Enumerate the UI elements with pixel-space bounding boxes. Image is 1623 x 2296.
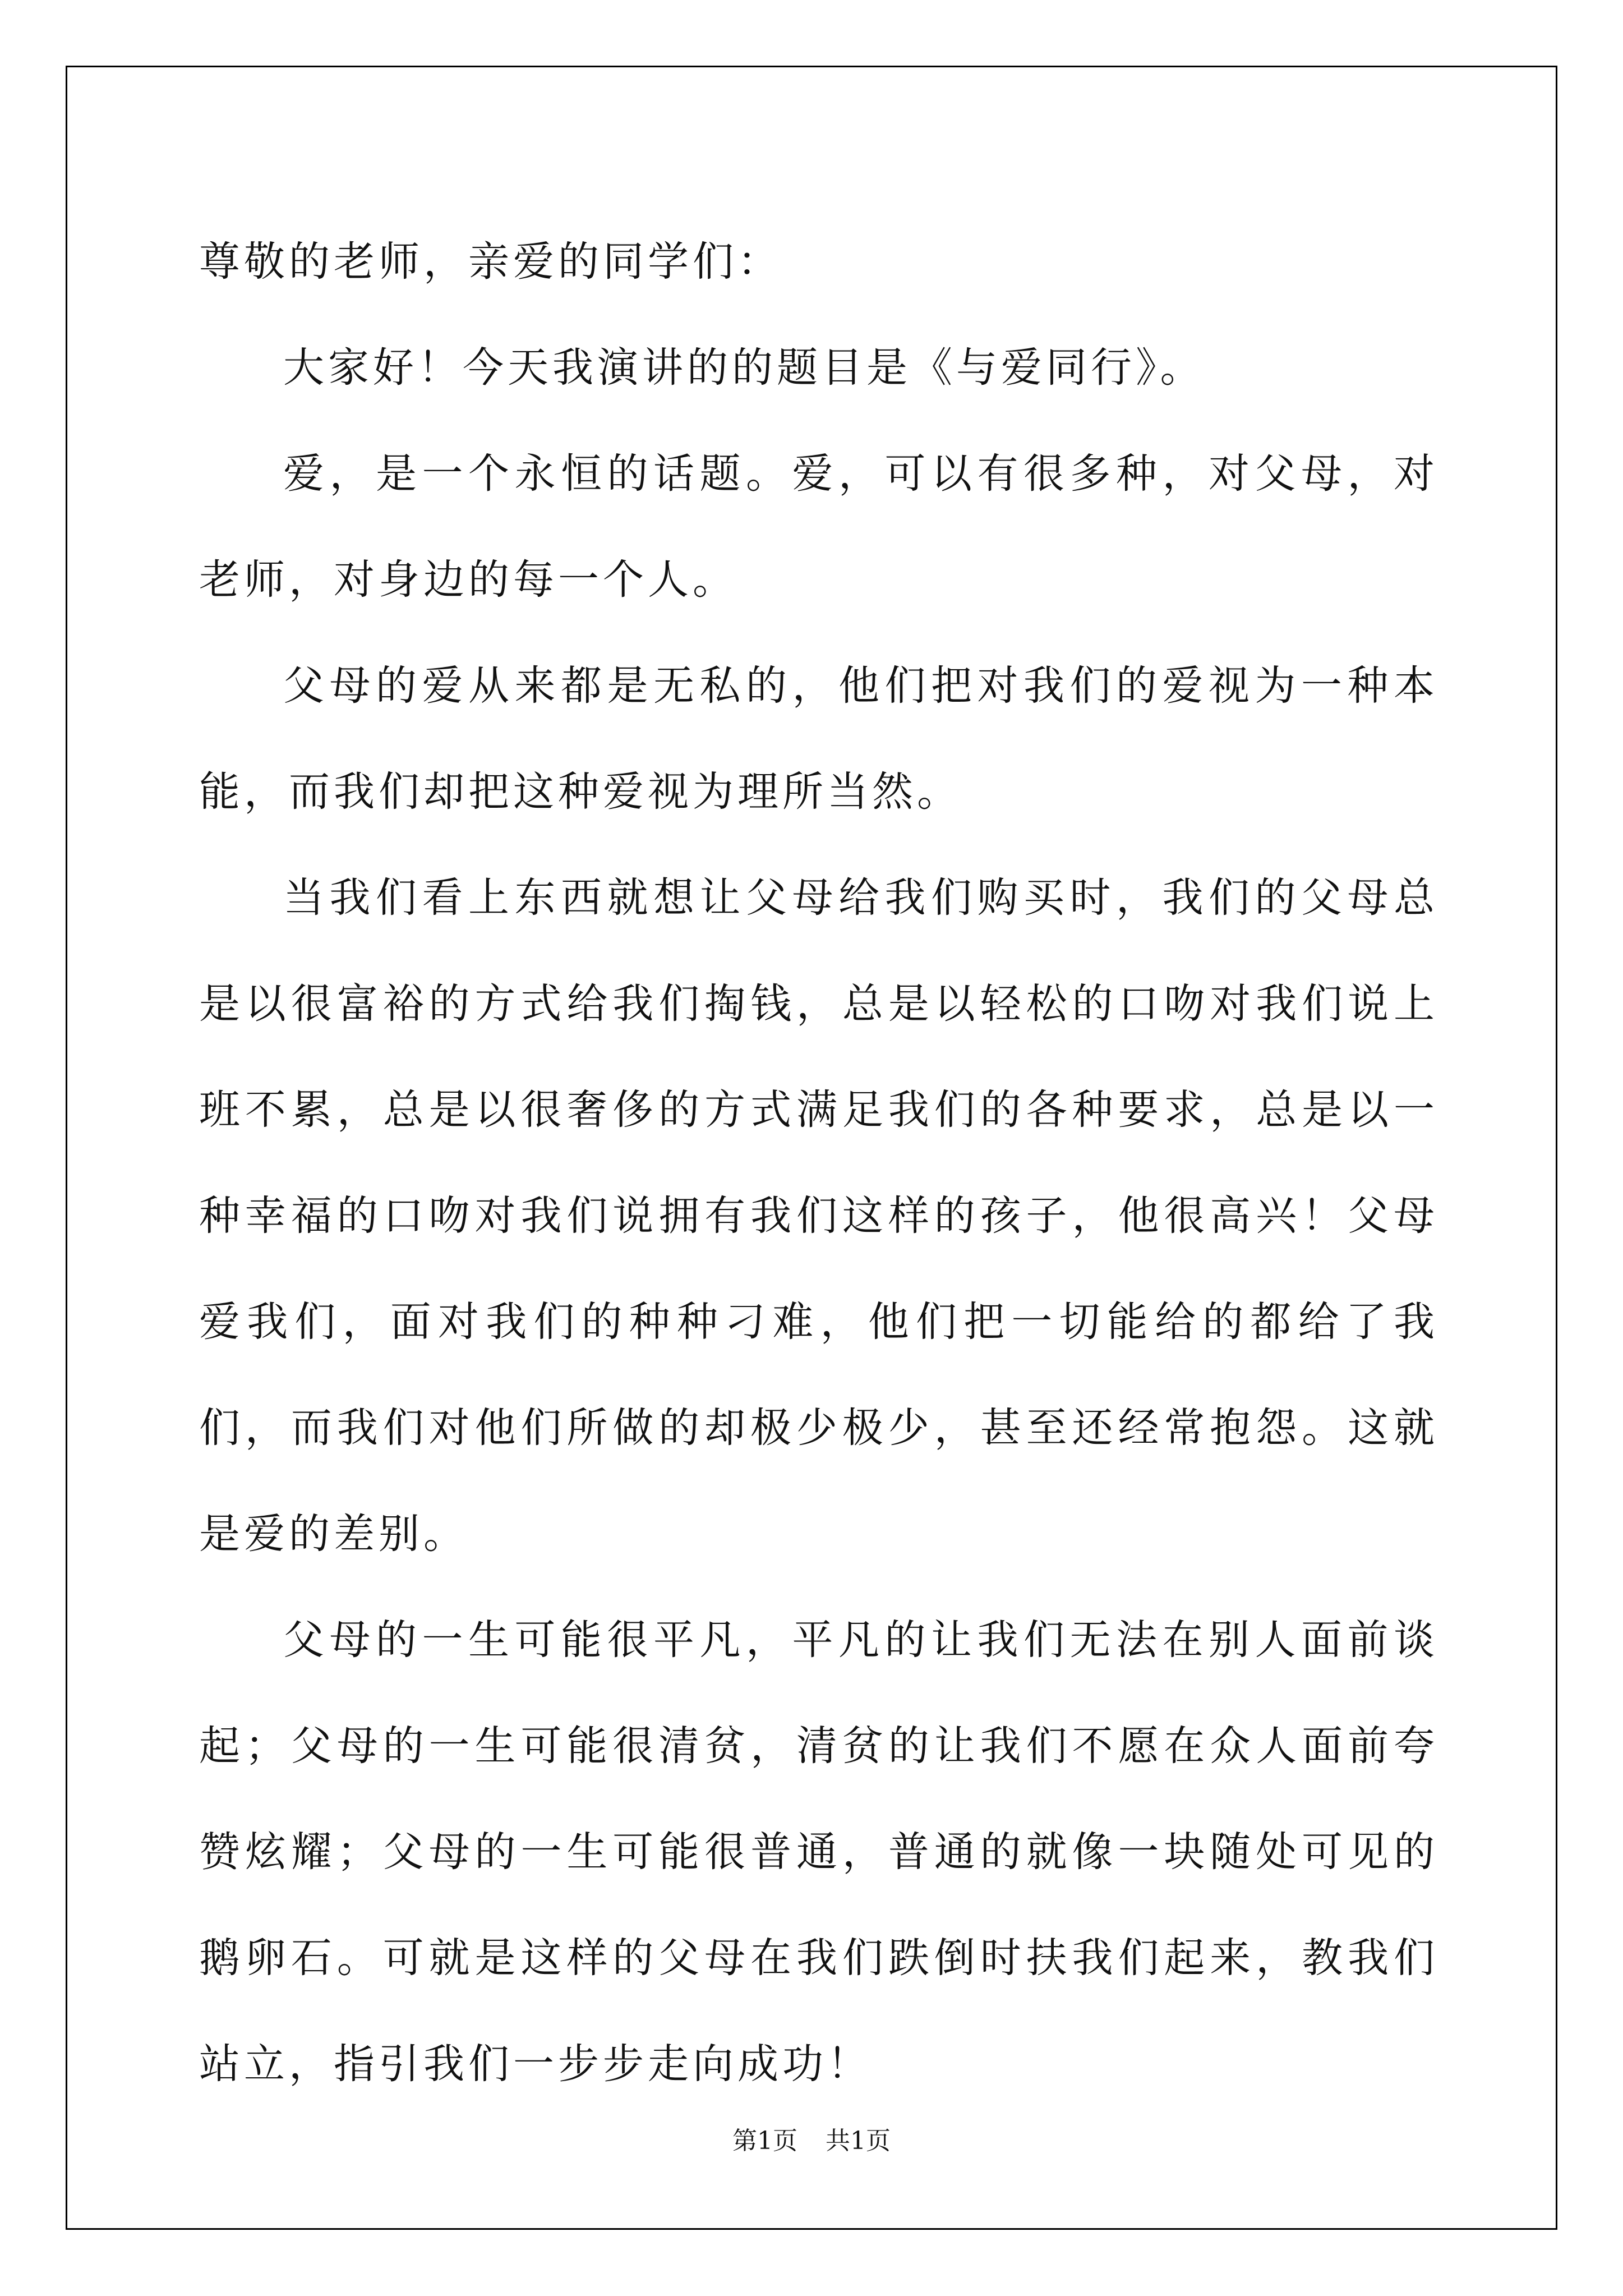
page-footer xyxy=(0,2120,1623,2156)
paragraph-parents-love: 父母的爱从来都是无私的，他们把对我们的爱视为一种本能，而我们却把这种爱视为理所当然。 xyxy=(199,662,1438,816)
paragraph-love-topic: 爱，是一个永恒的话题。爱，可以有很多种，对父母，对老师，对身边的每一个人。 xyxy=(199,450,1438,604)
paragraph-parents-giving: 当我们看上东西就想让父母给我们购买时，我们的父母总是以很富裕的方式给我们掏钱，总是以轻松的口吻对我们说上班不累，总是以很奢侈的方式满足我们的各种要求，总是以一种幸福的口吻对我们说拥有我们这样的孩子，他很高兴！父母爱我们，面对我们的种种刁难，他们把一切能给的都给了我们，而我们对他们所做的却极少极少，甚至还经常抱怨。这就是爱的差别。 xyxy=(199,874,1438,1558)
paragraph-greeting: 大家好！今天我演讲的的题目是《与爱同行》。 xyxy=(283,344,1205,392)
salutation: 尊敬的老师，亲爱的同学们： xyxy=(199,238,782,286)
document-body xyxy=(199,209,1438,2117)
page-number: 第1页 xyxy=(732,2127,797,2155)
paragraph-parents-ordinary: 父母的一生可能很平凡，平凡的让我们无法在别人面前谈起；父母的一生可能很清贫，清贫的让我们不愿在众人面前夸赞炫耀；父母的一生可能很普通，普通的就像一块随处可见的鹅卵石。可就是这样的父母在我们跌倒时扶我们起来，教我们站立，指引我们一步步走向成功！ xyxy=(199,1616,1438,2088)
page-total: 共1页 xyxy=(826,2127,891,2155)
